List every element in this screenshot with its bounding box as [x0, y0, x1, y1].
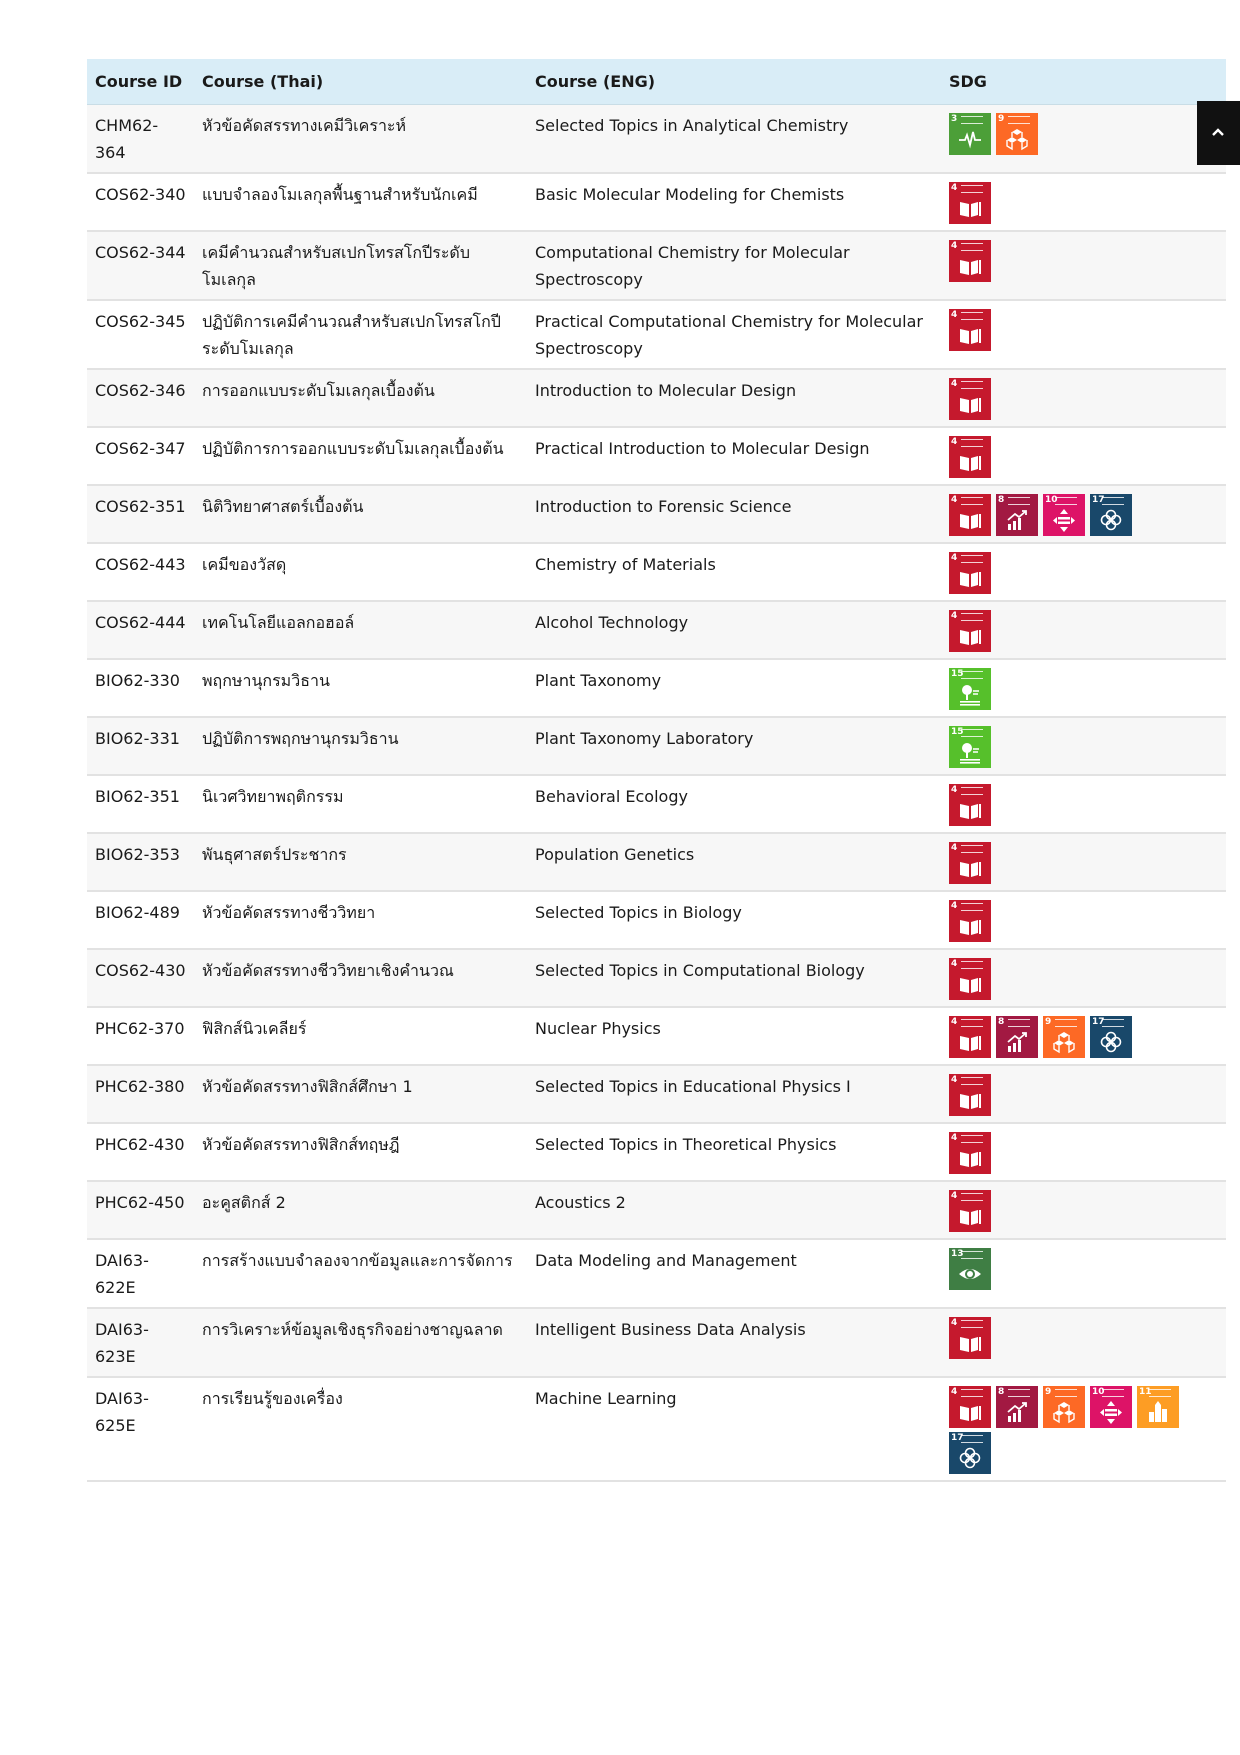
sdg-icon-list: [949, 1317, 1189, 1359]
sdg-9-badge: [996, 113, 1038, 155]
cell-course-eng: Intelligent Business Data Analysis: [527, 1308, 941, 1377]
sdg-icon-list: [949, 958, 1189, 1000]
cell-course-eng: Alcohol Technology: [527, 601, 941, 659]
cell-sdg: [941, 1377, 1226, 1481]
sdg-goal-number: 8: [998, 1387, 1005, 1397]
sdg-goal-number: 4: [951, 495, 958, 505]
sdg-goal-number: 4: [951, 553, 958, 563]
table-row: [87, 1181, 1226, 1239]
cell-course-thai: ปฏิบัติการเคมีคำนวณสำหรับสเปกโทรสโกปีระดับโมเลกุล: [194, 300, 527, 369]
open-book-icon: [958, 1204, 982, 1228]
sdg-goal-number: 17: [1092, 1017, 1105, 1027]
cell-sdg: [941, 231, 1226, 300]
cell-course-id: COS62-340: [87, 173, 194, 231]
cell-course-id: PHC62-430: [87, 1123, 194, 1181]
cell-course-eng: Selected Topics in Biology: [527, 891, 941, 949]
sdg-goal-number: 8: [998, 1017, 1005, 1027]
cell-sdg: [941, 717, 1226, 775]
cell-course-eng: Selected Topics in Educational Physics I: [527, 1065, 941, 1123]
cell-course-thai: เคมีคำนวณสำหรับสเปกโทรสโกปีระดับโมเลกุล: [194, 231, 527, 300]
sdg-11-badge: [1137, 1386, 1179, 1428]
partnership-rings-icon: [958, 1446, 982, 1470]
table-row: [87, 173, 1226, 231]
sdg-10-badge: [1090, 1386, 1132, 1428]
cell-course-thai: ปฏิบัติการการออกแบบระดับโมเลกุลเบื้องต้น: [194, 427, 527, 485]
sdg-4-badge: [949, 494, 991, 536]
sdg-goal-number: 4: [951, 437, 958, 447]
cell-course-thai: การเรียนรู้ของเครื่อง: [194, 1377, 527, 1481]
stacked-cubes-icon: [1005, 127, 1029, 151]
sdg-goal-number: 4: [951, 183, 958, 193]
sdg-4-badge: [949, 378, 991, 420]
table-row: [87, 300, 1226, 369]
cell-course-thai: อะคูสติกส์ 2: [194, 1181, 527, 1239]
sdg-icon-list: [949, 436, 1189, 478]
sdg-icon-list: [949, 182, 1189, 224]
sdg-icon-list: [949, 494, 1189, 536]
sdg-4-badge: [949, 784, 991, 826]
cell-course-thai: หัวข้อคัดสรรทางฟิสิกส์ทฤษฎี: [194, 1123, 527, 1181]
sdg-icon-list: [949, 1132, 1189, 1174]
sdg-4-badge: [949, 240, 991, 282]
cell-course-id: BIO62-489: [87, 891, 194, 949]
header-sdg: SDG: [941, 59, 1226, 105]
sdg-goal-number: 9: [998, 114, 1005, 124]
cell-sdg: [941, 173, 1226, 231]
sdg-3-badge: [949, 113, 991, 155]
table-row: [87, 717, 1226, 775]
cell-course-id: COS62-351: [87, 485, 194, 543]
cell-course-eng: Plant Taxonomy: [527, 659, 941, 717]
cell-course-thai: หัวข้อคัดสรรทางชีววิทยา: [194, 891, 527, 949]
cell-course-id: COS62-444: [87, 601, 194, 659]
sdg-icon-list: [949, 378, 1189, 420]
sdg-goal-number: 9: [1045, 1017, 1052, 1027]
cell-sdg: [941, 1239, 1226, 1308]
table-row: [87, 485, 1226, 543]
sdg-goal-number: 4: [951, 1017, 958, 1027]
cell-course-eng: Machine Learning: [527, 1377, 941, 1481]
cell-course-id: PHC62-370: [87, 1007, 194, 1065]
header-course-eng: Course (ENG): [527, 59, 941, 105]
cell-course-thai: หัวข้อคัดสรรทางฟิสิกส์ศึกษา 1: [194, 1065, 527, 1123]
sdg-goal-number: 4: [951, 310, 958, 320]
sdg-8-badge: [996, 1386, 1038, 1428]
cell-course-id: DAI63-622E: [87, 1239, 194, 1308]
sdg-4-badge: [949, 1190, 991, 1232]
cell-course-id: BIO62-331: [87, 717, 194, 775]
sdg-icon-list: [949, 784, 1189, 826]
table-header-row: [87, 59, 1226, 105]
cell-course-thai: เคมีของวัสดุ: [194, 543, 527, 601]
table-row: [87, 775, 1226, 833]
cell-course-thai: การออกแบบระดับโมเลกุลเบื้องต้น: [194, 369, 527, 427]
cell-course-eng: Basic Molecular Modeling for Chemists: [527, 173, 941, 231]
sdg-goal-number: 4: [951, 1191, 958, 1201]
cell-course-eng: Population Genetics: [527, 833, 941, 891]
sdg-goal-number: 4: [951, 379, 958, 389]
sdg-goal-number: 4: [951, 241, 958, 251]
sdg-icon-list: [949, 668, 1189, 710]
sdg-9-badge: [1043, 1016, 1085, 1058]
sdg-icon-list: [949, 1016, 1189, 1058]
sdg-4-badge: [949, 1386, 991, 1428]
cell-sdg: [941, 300, 1226, 369]
sdg-icon-list: [949, 1248, 1189, 1290]
cell-course-id: COS62-346: [87, 369, 194, 427]
cell-course-eng: Acoustics 2: [527, 1181, 941, 1239]
cell-sdg: [941, 833, 1226, 891]
cell-sdg: [941, 1007, 1226, 1065]
cell-course-thai: พันธุศาสตร์ประชากร: [194, 833, 527, 891]
cell-sdg: [941, 1065, 1226, 1123]
sdg-goal-number: 3: [951, 114, 958, 124]
cell-sdg: [941, 1308, 1226, 1377]
sdg-4-badge: [949, 1132, 991, 1174]
table-row: [87, 1123, 1226, 1181]
growth-chart-icon: [1005, 1030, 1029, 1054]
sdg-goal-number: 15: [951, 727, 964, 737]
open-book-icon: [958, 1146, 982, 1170]
sdg-icon-list: [949, 309, 1189, 351]
sdg-goal-number: 8: [998, 495, 1005, 505]
table-row: [87, 949, 1226, 1007]
sdg-goal-number: 4: [951, 1318, 958, 1328]
open-book-icon: [958, 392, 982, 416]
sdg-goal-number: 13: [951, 1249, 964, 1259]
open-book-icon: [958, 624, 982, 648]
sdg-goal-number: 10: [1045, 495, 1058, 505]
cell-course-id: PHC62-380: [87, 1065, 194, 1123]
sdg-4-badge: [949, 610, 991, 652]
table-row: [87, 1065, 1226, 1123]
cell-course-id: CHM62-364: [87, 105, 194, 174]
table-row: [87, 891, 1226, 949]
cell-course-id: COS62-345: [87, 300, 194, 369]
cell-sdg: [941, 1181, 1226, 1239]
sdg-goal-number: 4: [951, 1387, 958, 1397]
growth-chart-icon: [1005, 1400, 1029, 1424]
cell-sdg: [941, 485, 1226, 543]
sdg-4-badge: [949, 900, 991, 942]
cell-course-id: COS62-347: [87, 427, 194, 485]
sdg-goal-number: 15: [951, 669, 964, 679]
sdg-goal-number: 4: [951, 959, 958, 969]
cell-course-thai: การสร้างแบบจำลองจากข้อมูลและการจัดการ: [194, 1239, 527, 1308]
sdg-icon-list: [949, 240, 1189, 282]
partnership-rings-icon: [1099, 1030, 1123, 1054]
table-row: [87, 1239, 1226, 1308]
sdg-17-badge: [949, 1432, 991, 1474]
header-course-id: Course ID: [87, 59, 194, 105]
sdg-4-badge: [949, 1016, 991, 1058]
cell-sdg: [941, 543, 1226, 601]
sdg-icon-list: [949, 1386, 1189, 1474]
cell-course-eng: Chemistry of Materials: [527, 543, 941, 601]
cell-course-eng: Introduction to Forensic Science: [527, 485, 941, 543]
cell-sdg: [941, 949, 1226, 1007]
sdg-4-badge: [949, 309, 991, 351]
cell-course-thai: นิเวศวิทยาพฤติกรรม: [194, 775, 527, 833]
sdg-4-badge: [949, 958, 991, 1000]
cell-course-id: PHC62-450: [87, 1181, 194, 1239]
cell-course-thai: เทคโนโลยีแอลกอฮอล์: [194, 601, 527, 659]
course-sdg-table: [87, 59, 1226, 1482]
table-row: [87, 231, 1226, 300]
sdg-icon-list: [949, 1074, 1189, 1116]
sdg-4-badge: [949, 182, 991, 224]
table-row: [87, 601, 1226, 659]
sdg-goal-number: 17: [1092, 495, 1105, 505]
heartbeat-icon: [958, 127, 982, 151]
chevron-up-icon: [1212, 127, 1224, 137]
sdg-8-badge: [996, 494, 1038, 536]
sdg-4-badge: [949, 436, 991, 478]
table-row: [87, 105, 1226, 174]
city-buildings-icon: [1146, 1400, 1170, 1424]
sdg-4-badge: [949, 842, 991, 884]
cell-course-eng: Plant Taxonomy Laboratory: [527, 717, 941, 775]
cell-sdg: [941, 1123, 1226, 1181]
sdg-4-badge: [949, 552, 991, 594]
cell-course-id: COS62-443: [87, 543, 194, 601]
table-row: [87, 659, 1226, 717]
cell-sdg: [941, 369, 1226, 427]
cell-course-thai: พฤกษานุกรมวิธาน: [194, 659, 527, 717]
cell-course-id: BIO62-353: [87, 833, 194, 891]
open-book-icon: [958, 1331, 982, 1355]
cell-course-thai: หัวข้อคัดสรรทางชีววิทยาเชิงคำนวณ: [194, 949, 527, 1007]
sdg-17-badge: [1090, 1016, 1132, 1058]
cell-course-thai: นิติวิทยาศาสตร์เบื้องต้น: [194, 485, 527, 543]
table-row: [87, 833, 1226, 891]
header-course-thai: Course (Thai): [194, 59, 527, 105]
sdg-icon-list: [949, 900, 1189, 942]
table-body: [87, 105, 1226, 1482]
cell-course-id: COS62-430: [87, 949, 194, 1007]
open-book-icon: [958, 566, 982, 590]
cell-course-eng: Nuclear Physics: [527, 1007, 941, 1065]
sdg-goal-number: 10: [1092, 1387, 1105, 1397]
tree-icon: [958, 740, 982, 764]
sdg-icon-list: [949, 1190, 1189, 1232]
sdg-goal-number: 17: [951, 1433, 964, 1443]
sdg-15-badge: [949, 668, 991, 710]
open-book-icon: [958, 254, 982, 278]
sdg-icon-list: [949, 726, 1189, 768]
sdg-goal-number: 4: [951, 901, 958, 911]
sdg-4-badge: [949, 1074, 991, 1116]
cell-sdg: [941, 659, 1226, 717]
tree-icon: [958, 682, 982, 706]
cell-course-id: DAI63-625E: [87, 1377, 194, 1481]
cell-course-thai: แบบจำลองโมเลกุลพื้นฐานสำหรับนักเคมี: [194, 173, 527, 231]
sdg-goal-number: 4: [951, 611, 958, 621]
cell-course-eng: Practical Introduction to Molecular Design: [527, 427, 941, 485]
cell-course-eng: Selected Topics in Computational Biology: [527, 949, 941, 1007]
table-row: [87, 1377, 1226, 1481]
table-row: [87, 369, 1226, 427]
open-book-icon: [958, 508, 982, 532]
cell-course-id: BIO62-330: [87, 659, 194, 717]
sdg-8-badge: [996, 1016, 1038, 1058]
cell-course-id: DAI63-623E: [87, 1308, 194, 1377]
cell-course-id: COS62-344: [87, 231, 194, 300]
sdg-goal-number: 4: [951, 1075, 958, 1085]
eye-globe-icon: [958, 1262, 982, 1286]
sdg-icon-list: [949, 552, 1189, 594]
cell-course-eng: Behavioral Ecology: [527, 775, 941, 833]
sdg-goal-number: 4: [951, 1133, 958, 1143]
scroll-to-top-button[interactable]: [1197, 101, 1240, 165]
partnership-rings-icon: [1099, 508, 1123, 532]
cell-sdg: [941, 775, 1226, 833]
sdg-icon-list: [949, 842, 1189, 884]
open-book-icon: [958, 1088, 982, 1112]
sdg-10-badge: [1043, 494, 1085, 536]
equality-arrows-icon: [1052, 508, 1076, 532]
cell-course-eng: Introduction to Molecular Design: [527, 369, 941, 427]
open-book-icon: [958, 914, 982, 938]
table-row: [87, 1308, 1226, 1377]
stacked-cubes-icon: [1052, 1030, 1076, 1054]
open-book-icon: [958, 323, 982, 347]
cell-course-eng: Practical Computational Chemistry for Molecular Spectroscopy: [527, 300, 941, 369]
sdg-goal-number: 9: [1045, 1387, 1052, 1397]
open-book-icon: [958, 196, 982, 220]
cell-sdg: [941, 427, 1226, 485]
sdg-15-badge: [949, 726, 991, 768]
open-book-icon: [958, 1400, 982, 1424]
cell-course-thai: ฟิสิกส์นิวเคลียร์: [194, 1007, 527, 1065]
course-table-container: [87, 59, 1162, 1482]
cell-course-thai: ปฏิบัติการพฤกษานุกรมวิธาน: [194, 717, 527, 775]
growth-chart-icon: [1005, 508, 1029, 532]
sdg-9-badge: [1043, 1386, 1085, 1428]
open-book-icon: [958, 1030, 982, 1054]
open-book-icon: [958, 798, 982, 822]
table-row: [87, 427, 1226, 485]
sdg-17-badge: [1090, 494, 1132, 536]
sdg-goal-number: 4: [951, 785, 958, 795]
cell-course-eng: Data Modeling and Management: [527, 1239, 941, 1308]
sdg-icon-list: [949, 610, 1189, 652]
open-book-icon: [958, 450, 982, 474]
sdg-icon-list: [949, 113, 1189, 155]
cell-course-eng: Selected Topics in Analytical Chemistry: [527, 105, 941, 174]
open-book-icon: [958, 856, 982, 880]
sdg-4-badge: [949, 1317, 991, 1359]
cell-course-thai: การวิเคราะห์ข้อมูลเชิงธุรกิจอย่างชาญฉลาด: [194, 1308, 527, 1377]
cell-course-id: BIO62-351: [87, 775, 194, 833]
cell-sdg: [941, 105, 1226, 174]
table-row: [87, 1007, 1226, 1065]
equality-arrows-icon: [1099, 1400, 1123, 1424]
cell-course-eng: Selected Topics in Theoretical Physics: [527, 1123, 941, 1181]
sdg-goal-number: 11: [1139, 1387, 1152, 1397]
cell-sdg: [941, 601, 1226, 659]
sdg-13-badge: [949, 1248, 991, 1290]
sdg-goal-number: 4: [951, 843, 958, 853]
stacked-cubes-icon: [1052, 1400, 1076, 1424]
cell-course-eng: Computational Chemistry for Molecular Spectroscopy: [527, 231, 941, 300]
cell-course-thai: หัวข้อคัดสรรทางเคมีวิเคราะห์: [194, 105, 527, 174]
table-row: [87, 543, 1226, 601]
cell-sdg: [941, 891, 1226, 949]
open-book-icon: [958, 972, 982, 996]
